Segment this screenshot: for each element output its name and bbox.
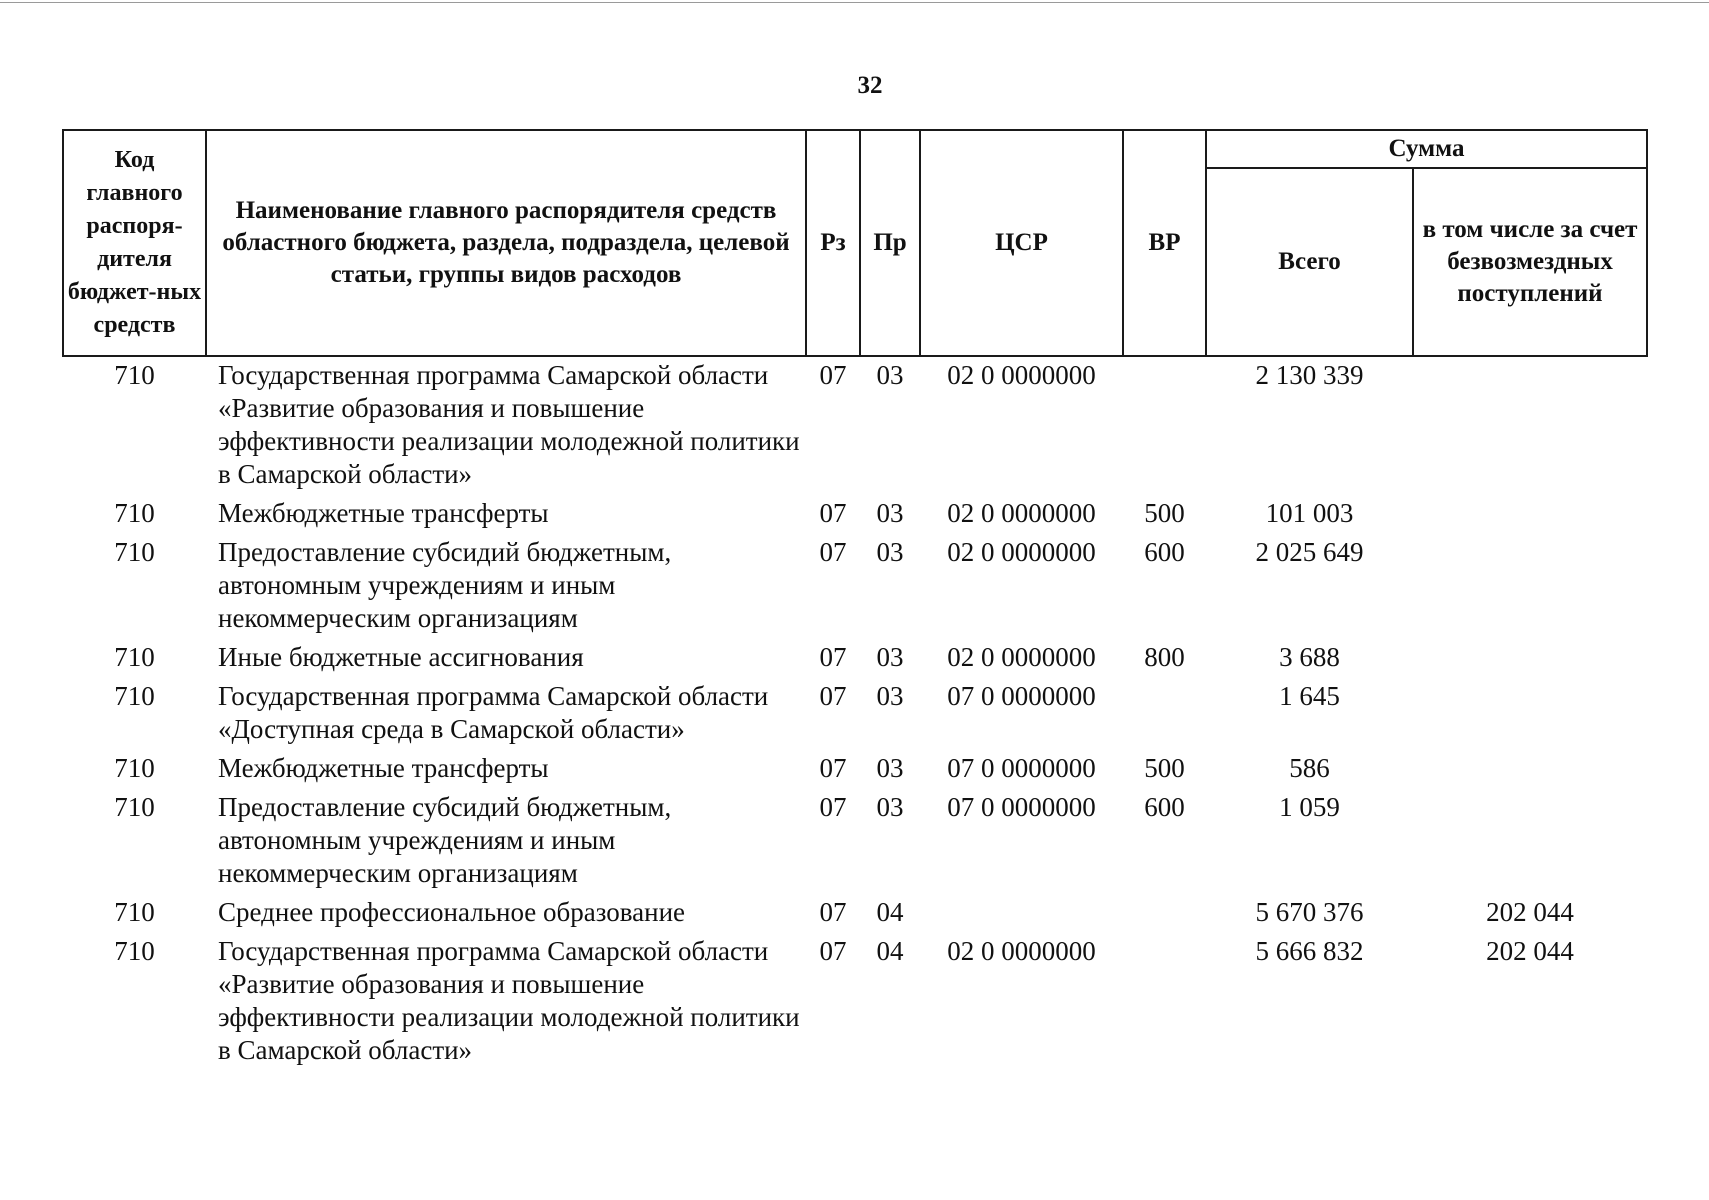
cell-free: 202 044 (1486, 936, 1574, 966)
cell-vr: 500 (1144, 498, 1185, 528)
cell-pr: 03 (876, 753, 904, 783)
cell-free (1413, 534, 1647, 639)
cell-pr: 03 (876, 498, 904, 528)
cell-name: Среднее профессиональное образование (218, 897, 686, 927)
cell-code: 710 (114, 753, 155, 783)
cell-code: 710 (114, 360, 155, 390)
table-body (63, 356, 1647, 1071)
cell-code: 710 (114, 681, 155, 711)
cell-vr: 800 (1144, 642, 1185, 672)
cell-code: 710 (114, 936, 155, 966)
cell-rz: 07 (819, 936, 847, 966)
cell-code: 710 (114, 642, 155, 672)
cell-name: Государственная программа Самарской области «Развитие образования и повышение эффективности реализации молодежной политики в Самарской области» (218, 360, 800, 489)
cell-csr: 02 0 0000000 (947, 936, 1096, 966)
cell-free: 202 044 (1486, 897, 1574, 927)
header-vr: ВР (1123, 130, 1206, 356)
cell-total: 2 025 649 (1255, 537, 1364, 567)
cell-free (1413, 639, 1647, 678)
cell-rz: 07 (819, 792, 847, 822)
cell-free (1413, 356, 1647, 495)
page-number: 32 (857, 72, 883, 99)
cell-total: 2 130 339 (1255, 360, 1364, 390)
cell-total: 5 670 376 (1255, 897, 1364, 927)
cell-pr: 03 (876, 537, 904, 567)
cell-rz: 07 (819, 498, 847, 528)
cell-vr (1123, 894, 1206, 933)
header-csr: ЦСР (920, 130, 1123, 356)
cell-vr (1123, 678, 1206, 750)
header-pr: Пр (860, 130, 920, 356)
cell-rz: 07 (819, 537, 847, 567)
cell-name: Иные бюджетные ассигнования (218, 642, 584, 672)
cell-rz: 07 (819, 681, 847, 711)
cell-total: 1 645 (1279, 681, 1340, 711)
cell-csr: 02 0 0000000 (947, 360, 1096, 390)
header-rz: Рз (806, 130, 860, 356)
cell-csr: 07 0 0000000 (947, 681, 1096, 711)
top-border-line (0, 2, 1709, 3)
cell-code: 710 (114, 792, 155, 822)
cell-vr (1123, 933, 1206, 1071)
cell-csr: 02 0 0000000 (947, 498, 1096, 528)
cell-csr: 07 0 0000000 (947, 792, 1096, 822)
table-row (63, 678, 1647, 750)
header-free: в том числе за счет безвозмездных поступлений (1413, 168, 1647, 356)
cell-name: Государственная программа Самарской области «Развитие образования и повышение эффективности реализации молодежной политики в Самарской области» (218, 936, 800, 1065)
cell-rz: 07 (819, 642, 847, 672)
table-row (63, 750, 1647, 789)
table-row (63, 789, 1647, 894)
cell-total: 586 (1289, 753, 1330, 783)
cell-pr: 04 (876, 936, 904, 966)
header-sum: Сумма (1206, 130, 1647, 168)
cell-free (1413, 495, 1647, 534)
cell-pr: 04 (876, 897, 904, 927)
header-code: Код главного распоря-дителя бюджет-ных средств (63, 130, 206, 356)
cell-total: 101 003 (1265, 498, 1354, 528)
cell-code: 710 (114, 537, 155, 567)
cell-pr: 03 (876, 360, 904, 390)
cell-csr: 02 0 0000000 (947, 537, 1096, 567)
table-header (63, 130, 1647, 356)
cell-name: Предоставление субсидий бюджетным, автономным учреждениям и иным некоммерческим организациям (218, 792, 672, 888)
cell-csr (920, 894, 1123, 933)
table-row (63, 894, 1647, 933)
table-row (63, 495, 1647, 534)
cell-rz: 07 (819, 897, 847, 927)
cell-total: 1 059 (1279, 792, 1340, 822)
header-name: Наименование главного распорядителя средств областного бюджета, раздела, подраздела, целевой статьи, группы видов расходов (206, 130, 806, 356)
cell-vr (1123, 356, 1206, 495)
cell-free (1413, 678, 1647, 750)
table-row (63, 933, 1647, 1071)
cell-name: Предоставление субсидий бюджетным, автономным учреждениям и иным некоммерческим организациям (218, 537, 672, 633)
cell-vr: 600 (1144, 537, 1185, 567)
cell-code: 710 (114, 498, 155, 528)
cell-vr: 600 (1144, 792, 1185, 822)
header-total: Всего (1206, 168, 1413, 356)
cell-pr: 03 (876, 681, 904, 711)
cell-csr: 02 0 0000000 (947, 642, 1096, 672)
cell-rz: 07 (819, 360, 847, 390)
cell-total: 3 688 (1279, 642, 1340, 672)
cell-total: 5 666 832 (1255, 936, 1364, 966)
cell-free (1413, 789, 1647, 894)
cell-csr: 07 0 0000000 (947, 753, 1096, 783)
cell-name: Межбюджетные трансферты (218, 498, 549, 528)
cell-free (1413, 750, 1647, 789)
cell-code: 710 (114, 897, 155, 927)
cell-name: Межбюджетные трансферты (218, 753, 549, 783)
budget-table (62, 129, 1648, 1071)
cell-pr: 03 (876, 642, 904, 672)
cell-vr: 500 (1144, 753, 1185, 783)
cell-pr: 03 (876, 792, 904, 822)
table-row (63, 356, 1647, 495)
cell-rz: 07 (819, 753, 847, 783)
table-row (63, 534, 1647, 639)
cell-name: Государственная программа Самарской области «Доступная среда в Самарской области» (218, 681, 769, 744)
table-row (63, 639, 1647, 678)
